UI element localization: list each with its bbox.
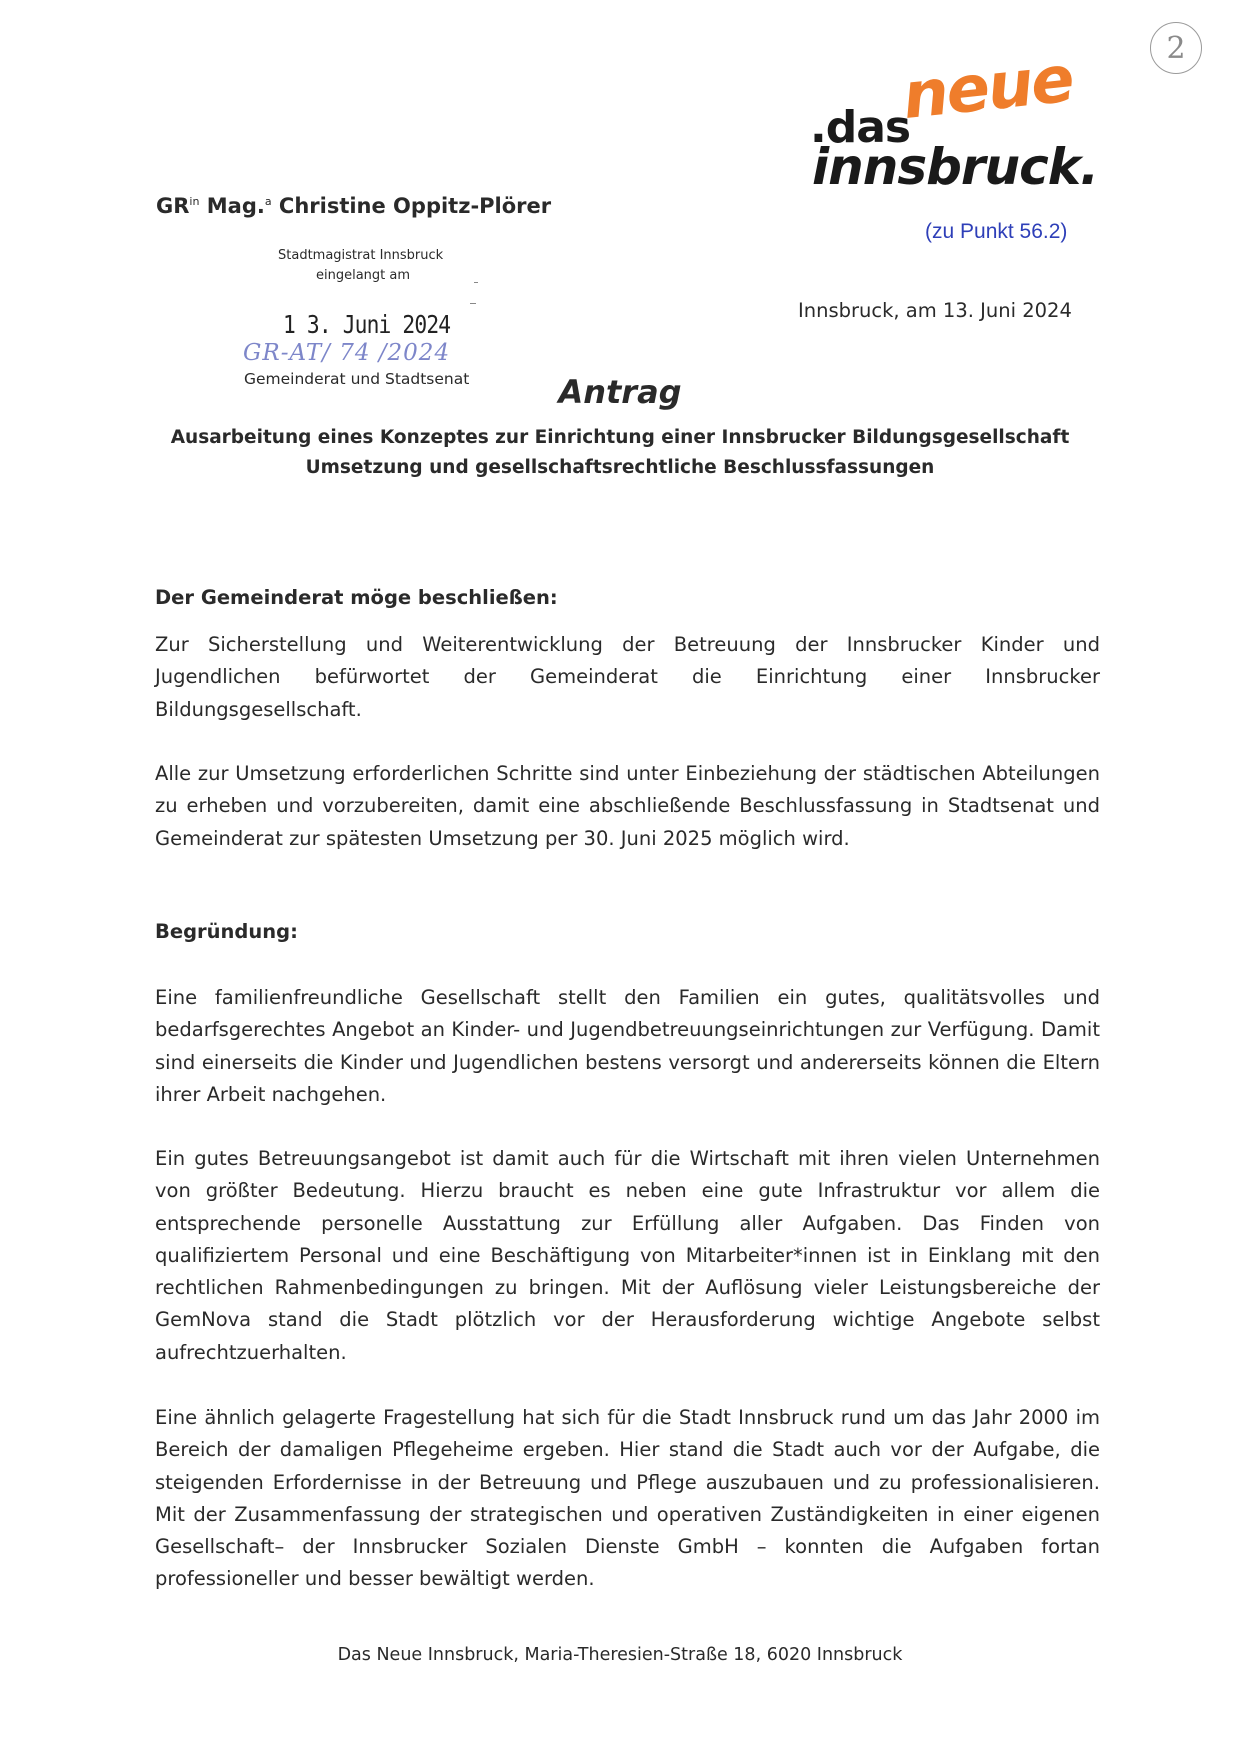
footer-address: Das Neue Innsbruck, Maria-Theresien-Straße 18, 6020 Innsbruck: [337, 1645, 903, 1665]
page-number-circle: 2: [1150, 22, 1202, 74]
logo-innsbruck-text: innsbruck.: [812, 138, 1099, 196]
place-and-date: Innsbruck, am 13. Juni 2024: [798, 299, 1072, 322]
stamp-office: Stadtmagistrat Innsbruck: [278, 248, 444, 263]
reason-paragraph-2: Ein gutes Betreuungsangebot ist damit auch für die Wirtschaft mit ihren vielen Unternehmen von größter Bedeutung. Hierzu braucht es neben eine gute Infrastruktur vor allem die entsprechende personelle Ausstattung zur Erfüllung aller Aufgaben. Das Finden von qualifiziertem Personal und eine Beschäftigung von Mitarbeiter*innen ist in Einklang mit den rechtlichen Rahmenbedingungen zu bringen. Mit der Auflösung vieler Leistungsbereiche der GemNova stand die Stadt plötzlich vor der Herausforderung wichtige Angebote selbst aufrechtzuerhalten.: [155, 1147, 1100, 1364]
author-gr-sup: in: [189, 195, 200, 208]
subtitle-line-2: Umsetzung und gesellschaftsrechtliche Beschlussfassungen: [305, 457, 935, 478]
reason-paragraph-3: Eine ähnlich gelagerte Fragestellung hat sich für die Stadt Innsbruck rund um das Jahr 2000 im Bereich der damaligen Pflegeheime ergeben. Hier stand die Stadt auch vor der Aufgabe, die steigenden Erfordernisse in der Betreuung und Pflege auszubauen und zu professionalisieren. Mit der Zusammenfassung der strategischen und operativen Zuständigkeiten in einer eigenen Gesellschaft– der Innsbrucker Sozialen Dienste GmbH – konnten die Aufgaben fortan professioneller und besser bewältigt werden.: [155, 1406, 1100, 1591]
reason-paragraph-1: Eine familienfreundliche Gesellschaft stellt den Familien ein gutes, qualitätsvolles und bedarfsgerechtes Angebot an Kinder- und Jugendbetreuungseinrichtungen zur Verfügung. Damit sind einerseits die Kinder und Jugendlichen bestens versorgt und andererseits können die Eltern ihrer Arbeit nachgehen.: [155, 986, 1100, 1106]
motion-paragraph-1: Zur Sicherstellung und Weiterentwicklung der Betreuung der Innsbrucker Kinder und Jugendlichen befürwortet der Gemeinderat die Einrichtung einer Innsbrucker Bildungsgesellschaft.: [155, 633, 1100, 721]
motion-heading: Der Gemeinderat möge beschließen:: [155, 586, 558, 609]
stamp-handwritten-number: GR-AT/ 74 /2024: [243, 340, 451, 366]
subtitle-line-1: Ausarbeitung eines Konzeptes zur Einrichtung einer Innsbrucker Bildungsgesellschaft: [170, 427, 1070, 448]
author-name: Christine Oppitz-Plörer: [271, 194, 552, 218]
motion-paragraph-2: Alle zur Umsetzung erforderlichen Schritte sind unter Einbeziehung der städtischen Abteilungen zu erheben und vorzubereiten, damit eine abschließende Beschlussfassung in Stadtsenat und Gemeinderat zur spätesten Umsetzung per 30. Juni 2025 möglich wird.: [155, 762, 1100, 850]
author-line: [156, 194, 551, 218]
stamp-date: 1 3. Juni 2024: [283, 310, 451, 339]
agenda-reference: (zu Punkt 56.2): [925, 220, 1068, 243]
author-mag: Mag.: [199, 194, 265, 218]
reason-heading: Begründung:: [155, 920, 298, 943]
stamp-mark: [470, 303, 476, 304]
stamp-department: Gemeinderat und Stadtsenat: [244, 370, 470, 388]
author-gr: GR: [156, 194, 190, 218]
author-mag-sup: a: [264, 195, 272, 208]
stamp-received-label: eingelangt am: [316, 268, 411, 283]
stamp-mark: [474, 282, 478, 283]
logo-das-text: .das: [810, 102, 911, 153]
party-logo: [810, 42, 1130, 196]
logo-neue-text: neue: [899, 42, 1077, 134]
document-title: Antrag: [558, 373, 682, 411]
